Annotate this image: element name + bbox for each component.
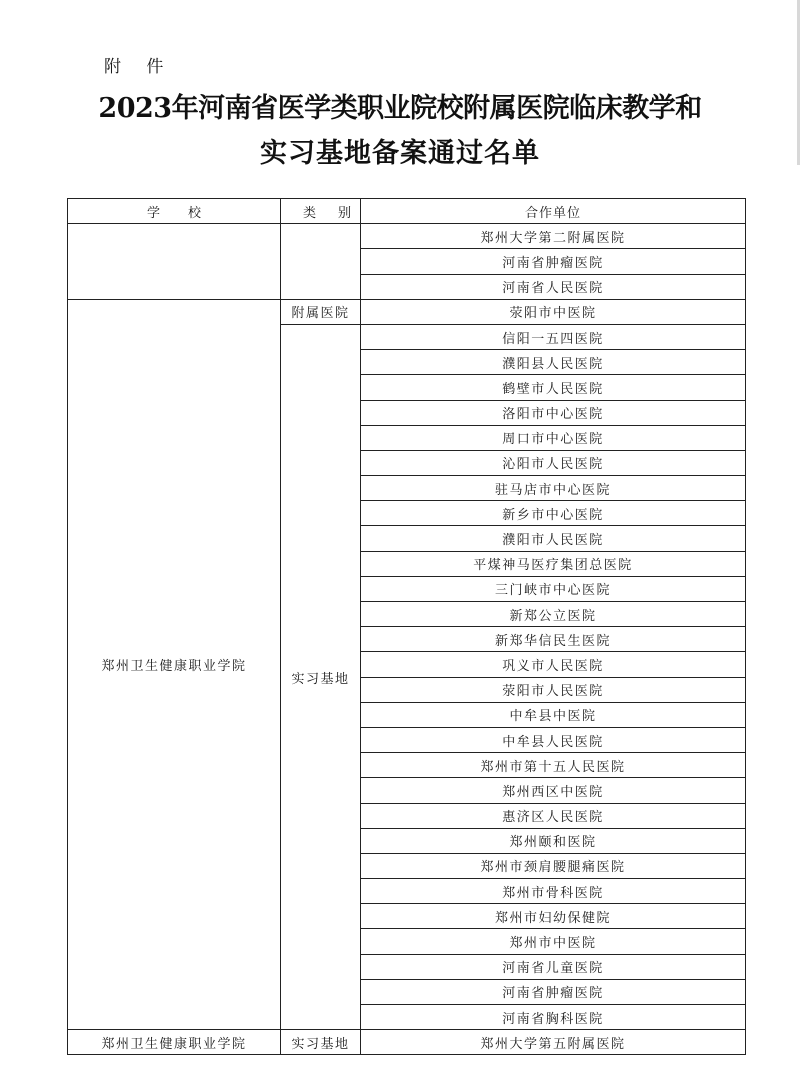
header-partner: 合作单位 <box>361 199 746 224</box>
partner-unit-cell: 荥阳市人民医院 <box>361 677 746 702</box>
partner-unit-cell: 荥阳市中医院 <box>361 299 746 324</box>
partner-unit-cell: 郑州西区中医院 <box>361 778 746 803</box>
partner-unit-cell: 新郑公立医院 <box>361 602 746 627</box>
category-cell-practice: 实习基地 <box>281 324 361 1029</box>
partner-unit-cell: 中牟县中医院 <box>361 702 746 727</box>
table-row <box>68 1030 746 1055</box>
category-cell-affiliated: 附属医院 <box>281 299 361 324</box>
partner-unit-cell: 郑州颐和医院 <box>361 828 746 853</box>
partner-unit-cell: 郑州市颈肩腰腿痛医院 <box>361 853 746 878</box>
partner-unit-cell: 信阳一五四医院 <box>361 324 746 349</box>
page-title-line-1: 2023年河南省医学类职业院校附属医院临床教学和 <box>98 93 702 124</box>
category-cell: 实习基地 <box>281 1030 361 1055</box>
partner-unit-cell: 驻马店市中心医院 <box>361 476 746 501</box>
attachment-label: 附 件 <box>104 57 174 77</box>
partner-unit-cell: 河南省肿瘤医院 <box>361 249 746 274</box>
partner-unit-cell: 三门峡市中心医院 <box>361 576 746 601</box>
partner-unit-cell: 巩义市人民医院 <box>361 652 746 677</box>
school-cell: 郑州卫生健康职业学院 <box>68 1030 281 1055</box>
partner-unit-cell: 惠济区人民医院 <box>361 803 746 828</box>
registration-table <box>67 198 746 1055</box>
partner-unit-cell: 河南省肿瘤医院 <box>361 979 746 1004</box>
header-category: 类别 <box>281 199 361 224</box>
partner-unit-cell: 郑州市骨科医院 <box>361 879 746 904</box>
category-cell-blank <box>281 224 361 300</box>
table-row <box>68 299 746 324</box>
school-cell-blank <box>68 224 281 300</box>
partner-unit-cell: 新郑华信民生医院 <box>361 627 746 652</box>
partner-unit-cell: 河南省儿童医院 <box>361 954 746 979</box>
partner-unit-cell: 濮阳市人民医院 <box>361 526 746 551</box>
partner-unit-cell: 郑州大学第二附属医院 <box>361 224 746 249</box>
partner-unit-cell: 濮阳县人民医院 <box>361 350 746 375</box>
page-title-line-2: 实习基地备案通过名单 <box>260 138 540 169</box>
partner-unit-cell: 郑州大学第五附属医院 <box>361 1030 746 1055</box>
header-school: 学校 <box>68 199 281 224</box>
partner-unit-cell: 郑州市妇幼保健院 <box>361 904 746 929</box>
partner-unit-cell: 沁阳市人民医院 <box>361 450 746 475</box>
table-header-row <box>68 199 746 224</box>
partner-unit-cell: 郑州市第十五人民医院 <box>361 753 746 778</box>
partner-unit-cell: 新乡市中心医院 <box>361 501 746 526</box>
partner-unit-cell: 洛阳市中心医院 <box>361 400 746 425</box>
partner-unit-cell: 河南省人民医院 <box>361 274 746 299</box>
partner-unit-cell: 中牟县人民医院 <box>361 727 746 752</box>
partner-unit-cell: 周口市中心医院 <box>361 425 746 450</box>
partner-unit-cell: 郑州市中医院 <box>361 929 746 954</box>
table-row <box>68 224 746 249</box>
partner-unit-cell: 鹤壁市人民医院 <box>361 375 746 400</box>
partner-unit-cell: 河南省胸科医院 <box>361 1005 746 1030</box>
school-cell: 郑州卫生健康职业学院 <box>68 299 281 1029</box>
partner-unit-cell: 平煤神马医疗集团总医院 <box>361 551 746 576</box>
table-body <box>68 224 746 1055</box>
